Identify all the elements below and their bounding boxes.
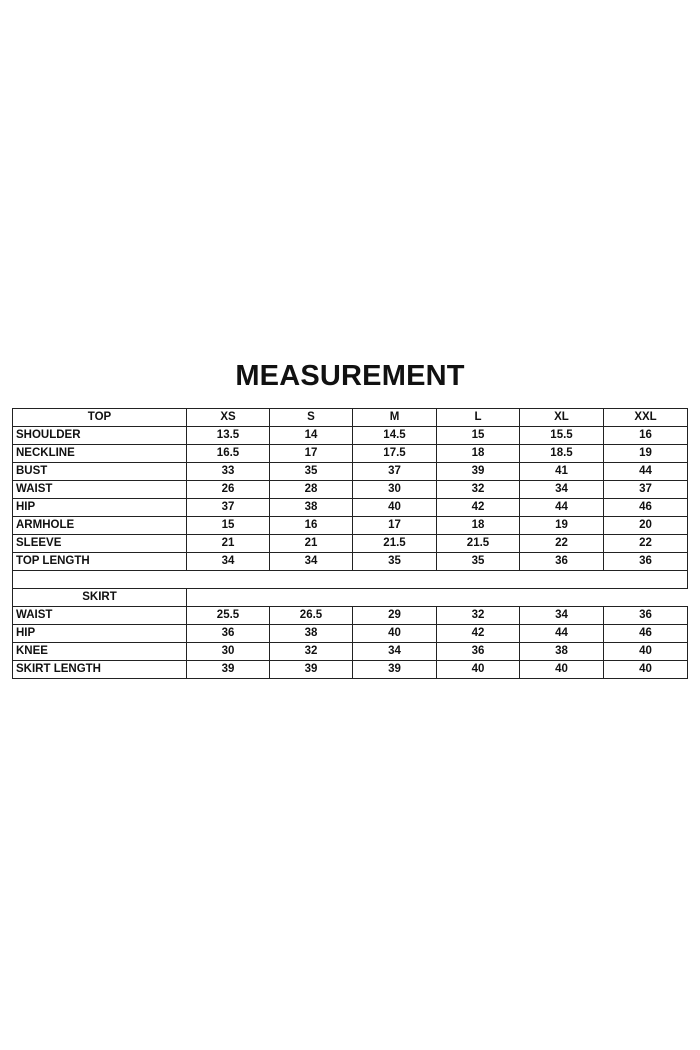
top-value-m: 14.5 [353, 427, 437, 445]
skirt-measurement-row [13, 661, 688, 679]
top-value-xxl: 46 [604, 499, 688, 517]
top-measurement-label: SLEEVE [13, 535, 187, 553]
top-value-xxl: 19 [604, 445, 688, 463]
skirt-value-l: 40 [437, 661, 520, 679]
top-measurement-row [13, 463, 688, 481]
top-value-xl: 18.5 [520, 445, 604, 463]
top-value-xs: 37 [187, 499, 270, 517]
top-measurement-row [13, 481, 688, 499]
top-value-m: 37 [353, 463, 437, 481]
skirt-value-s: 38 [270, 625, 353, 643]
top-value-m: 40 [353, 499, 437, 517]
skirt-value-xl: 34 [520, 607, 604, 625]
top-measurement-label: HIP [13, 499, 187, 517]
skirt-measurement-label: HIP [13, 625, 187, 643]
skirt-value-xs: 36 [187, 625, 270, 643]
top-value-xs: 26 [187, 481, 270, 499]
top-value-xl: 19 [520, 517, 604, 535]
top-value-xxl: 22 [604, 535, 688, 553]
top-value-xs: 16.5 [187, 445, 270, 463]
skirt-value-l: 32 [437, 607, 520, 625]
top-value-xxl: 37 [604, 481, 688, 499]
size-header-m: M [353, 409, 437, 427]
skirt-measurement-row [13, 625, 688, 643]
top-value-xxl: 36 [604, 553, 688, 571]
section-spacer [13, 571, 688, 589]
skirt-value-xs: 30 [187, 643, 270, 661]
top-value-xs: 34 [187, 553, 270, 571]
page-title: MEASUREMENT [235, 360, 465, 392]
skirt-header-row [13, 589, 688, 607]
skirt-header-blank [187, 589, 688, 607]
top-measurement-row [13, 445, 688, 463]
top-value-s: 38 [270, 499, 353, 517]
top-value-xxl: 44 [604, 463, 688, 481]
top-measurement-label: WAIST [13, 481, 187, 499]
top-measurement-label: NECKLINE [13, 445, 187, 463]
skirt-value-s: 26.5 [270, 607, 353, 625]
size-header-l: L [437, 409, 520, 427]
top-value-xl: 36 [520, 553, 604, 571]
top-value-l: 32 [437, 481, 520, 499]
top-value-xl: 34 [520, 481, 604, 499]
top-measurement-row [13, 517, 688, 535]
top-value-l: 15 [437, 427, 520, 445]
skirt-value-l: 36 [437, 643, 520, 661]
top-value-m: 30 [353, 481, 437, 499]
top-section-header: TOP [13, 409, 187, 427]
size-header-xl: XL [520, 409, 604, 427]
top-value-l: 21.5 [437, 535, 520, 553]
skirt-value-xl: 38 [520, 643, 604, 661]
top-measurement-row [13, 535, 688, 553]
top-value-m: 35 [353, 553, 437, 571]
top-header-row [13, 409, 688, 427]
top-value-l: 18 [437, 517, 520, 535]
skirt-value-m: 34 [353, 643, 437, 661]
size-header-xs: XS [187, 409, 270, 427]
skirt-value-l: 42 [437, 625, 520, 643]
top-value-s: 34 [270, 553, 353, 571]
top-value-s: 17 [270, 445, 353, 463]
skirt-value-xxl: 40 [604, 643, 688, 661]
top-value-xl: 41 [520, 463, 604, 481]
top-measurement-row [13, 499, 688, 517]
top-value-l: 35 [437, 553, 520, 571]
top-value-xl: 15.5 [520, 427, 604, 445]
top-value-s: 16 [270, 517, 353, 535]
top-measurement-row [13, 553, 688, 571]
size-chart-table [12, 408, 688, 679]
top-value-xl: 44 [520, 499, 604, 517]
skirt-measurement-label: KNEE [13, 643, 187, 661]
skirt-measurement-label: WAIST [13, 607, 187, 625]
top-value-s: 28 [270, 481, 353, 499]
top-value-xl: 22 [520, 535, 604, 553]
skirt-value-xs: 39 [187, 661, 270, 679]
size-header-s: S [270, 409, 353, 427]
skirt-value-xxl: 40 [604, 661, 688, 679]
top-value-s: 21 [270, 535, 353, 553]
top-measurement-label: BUST [13, 463, 187, 481]
top-value-xs: 13.5 [187, 427, 270, 445]
top-value-xs: 33 [187, 463, 270, 481]
skirt-value-xxl: 36 [604, 607, 688, 625]
size-chart-body [13, 409, 688, 679]
top-value-s: 14 [270, 427, 353, 445]
top-value-s: 35 [270, 463, 353, 481]
top-value-xs: 15 [187, 517, 270, 535]
skirt-measurement-row [13, 607, 688, 625]
top-value-xxl: 16 [604, 427, 688, 445]
top-value-l: 18 [437, 445, 520, 463]
skirt-value-xl: 44 [520, 625, 604, 643]
size-header-xxl: XXL [604, 409, 688, 427]
top-measurement-row [13, 427, 688, 445]
skirt-section-header: SKIRT [13, 589, 187, 607]
skirt-value-m: 29 [353, 607, 437, 625]
top-value-xxl: 20 [604, 517, 688, 535]
top-value-l: 42 [437, 499, 520, 517]
skirt-value-s: 39 [270, 661, 353, 679]
top-measurement-label: SHOULDER [13, 427, 187, 445]
skirt-value-xxl: 46 [604, 625, 688, 643]
top-measurement-label: TOP LENGTH [13, 553, 187, 571]
top-measurement-label: ARMHOLE [13, 517, 187, 535]
skirt-value-xl: 40 [520, 661, 604, 679]
top-value-xs: 21 [187, 535, 270, 553]
top-value-m: 17.5 [353, 445, 437, 463]
skirt-measurement-label: SKIRT LENGTH [13, 661, 187, 679]
skirt-value-xs: 25.5 [187, 607, 270, 625]
skirt-value-m: 39 [353, 661, 437, 679]
skirt-measurement-row [13, 643, 688, 661]
skirt-value-m: 40 [353, 625, 437, 643]
top-value-l: 39 [437, 463, 520, 481]
top-value-m: 17 [353, 517, 437, 535]
top-value-m: 21.5 [353, 535, 437, 553]
section-spacer-row [13, 571, 688, 589]
skirt-value-s: 32 [270, 643, 353, 661]
